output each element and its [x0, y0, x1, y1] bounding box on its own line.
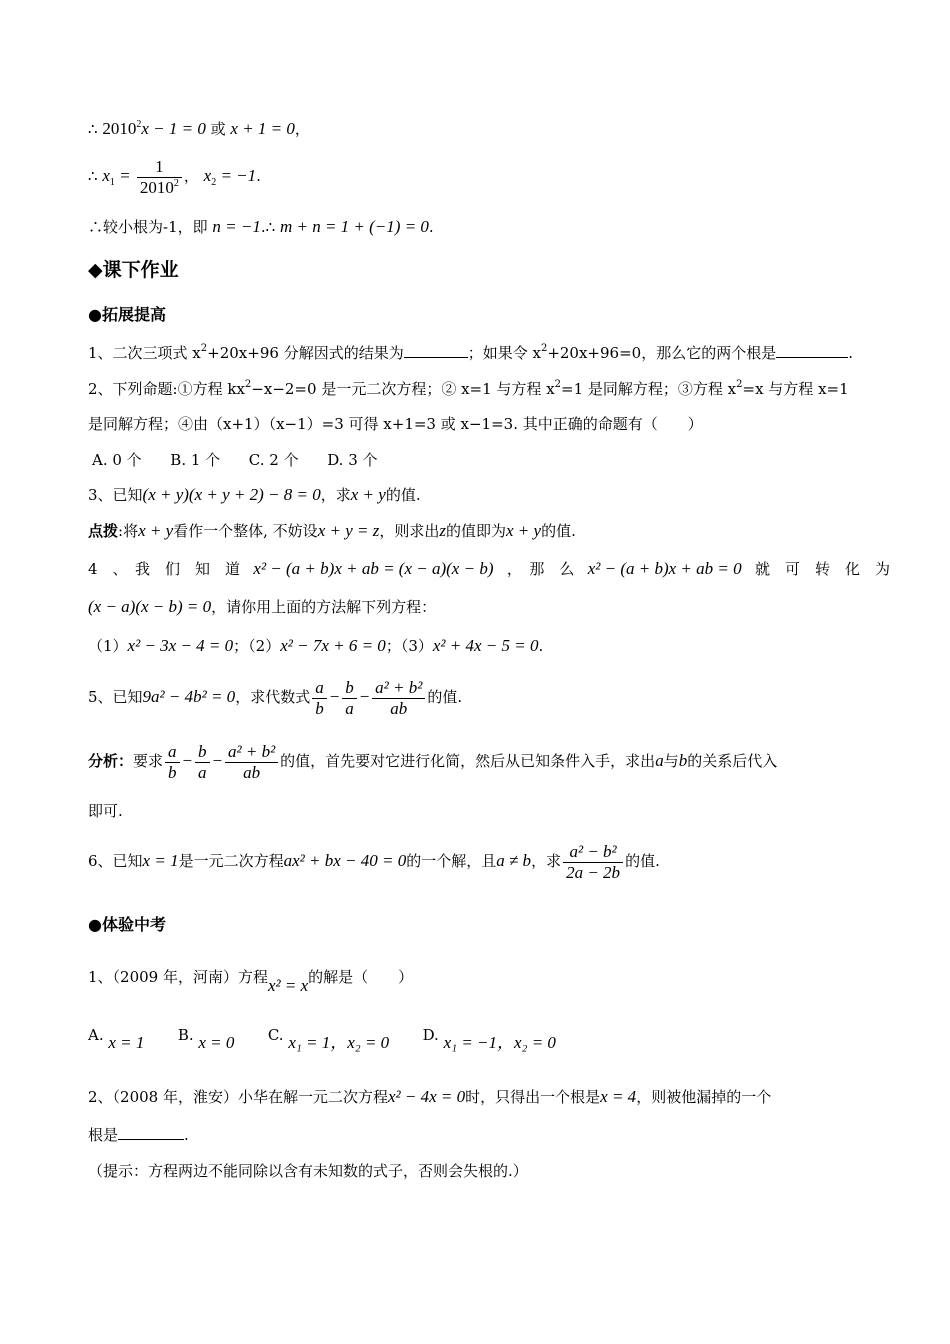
fraction: $\frac{\text{a² + b²}}{ab}$	[372, 678, 425, 719]
equation: x² − 4x = 0	[388, 1087, 466, 1106]
or-text: 或	[210, 120, 226, 138]
question-4-line-2: (x − a)(x − b) = 0，请你用上面的方法解下列方程：	[88, 597, 437, 616]
therefore-symbol: ∴	[88, 120, 98, 138]
fraction: $\frac{b}{a}$	[195, 742, 210, 783]
answer-blank	[404, 343, 468, 358]
equation: x² − (a + b)x + ab = 0	[587, 559, 742, 578]
fraction: $\frac{a}{b}$	[312, 678, 327, 719]
equation: n = −1	[212, 217, 261, 236]
equation: x² + 4x − 5 = 0	[432, 636, 539, 655]
fraction: $\frac{1}{2010^2}$	[137, 157, 182, 198]
exam-question-2-line-2: 根是 .	[88, 1126, 189, 1144]
analysis-line-1: 分析：要求 $\frac{a}{b}$ − $\frac{b}{a}$ − $\frac{\text{a² + b²}}{ab}$ 的值，首先要对它进行化简，然后从已知条件入手，求出a与b的关系后代入	[88, 741, 778, 782]
fraction: $\frac{b}{a}$	[342, 678, 357, 719]
hint-label: 点拨	[88, 522, 119, 540]
section-heading-extend: ●拓展提高	[88, 305, 166, 324]
solution-line-1: ∴ $2010^2x - 1 = 0$ 或 x + 1 = 0，	[88, 119, 310, 138]
equation: x² − (a + b)x + ab = (x − a)(x − b)	[253, 559, 494, 578]
question-4-line-1: 4 、 我 们 知 道 x² − (a + b)x + ab = (x − a)(x − b) ， 那 么 x² − (a + b)x + ab = 0 就 可 转 化 为	[88, 559, 890, 578]
question-1: 1、二次三项式 $x^2+20x+96$ 分解因式的结果为 ；如果令 $x^2+20x+96=0$，那么它的两个根是 .	[88, 343, 853, 362]
option-d: D. 3 个	[327, 451, 378, 469]
equation: x + 1 = 0	[230, 119, 295, 138]
question-2-options	[92, 449, 890, 471]
answer-blank	[118, 1125, 184, 1140]
equation: (x − a)(x − b) = 0	[88, 597, 212, 616]
question-3: 3、已知(x + y)(x + y + 2) − 8 = 0，求x + y的值.	[88, 485, 421, 504]
equation: (x + y)(x + y + 2) − 8 = 0	[142, 485, 321, 504]
option-d: D. x₁ = −1，x₂ = 0	[422, 1026, 556, 1052]
option-c: C. 2 个	[248, 451, 299, 469]
equation: $2010^2x - 1 = 0$	[102, 119, 206, 138]
section-heading-homework: ◆课下作业	[88, 259, 179, 281]
solution-line-2: ∴ $x_1$ = $\frac{1}{2010^2}$ ， $x_2 = -1$.	[88, 156, 261, 197]
option-c: C. x₁ = 1，x₂ = 0	[267, 1026, 390, 1052]
exam-question-1: 1、（2009 年，河南）方程x² = x的解是（ ）	[88, 968, 414, 995]
equation: ax² + bx − 40 = 0	[283, 851, 407, 870]
question-2-line-1: 2、下列命题:①方程 $kx^2-x-2=0$ 是一元二次方程；② x=1 与方程 $x^2=1$ 是同解方程；③方程 $x^2=x$ 与方程 x=1	[88, 379, 849, 398]
option-a: A. 0 个	[92, 451, 142, 469]
exam-question-2-hint: （提示：方程两边不能同除以含有未知数的式子，否则会失根的.）	[88, 1162, 528, 1180]
solution-line-3: ∴较小根为-1，即 n = −1.∴ m + n = 1 + (−1) = 0.	[88, 217, 434, 236]
question-6: 6、已知x = 1是一元二次方程ax² + bx − 40 = 0的一个解，且a ≠ b，求 $\frac{\text{a² − b²}}{2a - 2b}$ 的值.	[88, 841, 660, 882]
equation: x² − 7x + 6 = 0	[280, 636, 386, 655]
x2-var: $x_2 = -1$	[203, 166, 257, 188]
x1-var: $x_1$	[102, 166, 115, 188]
option-a: A. x = 1	[88, 1026, 145, 1052]
fraction: $\frac{a}{b}$	[165, 742, 180, 783]
equation: m + n = 1 + (−1) = 0	[279, 217, 429, 236]
question-4-line-3: （1）x² − 3x − 4 = 0；（2）x² − 7x + 6 = 0；（3）x² + 4x − 5 = 0.	[88, 636, 544, 655]
option-b: B. 1 个	[170, 451, 221, 469]
equation: x² − 3x − 4 = 0	[127, 636, 234, 655]
fraction: $\frac{\text{a² − b²}}{2a - 2b}$	[563, 842, 623, 883]
equation: 9a² − 4b² = 0	[142, 687, 236, 706]
analysis-label: 分析：	[88, 752, 134, 770]
analysis-line-2: 即可.	[88, 802, 123, 820]
hint-3: 点拨:将x + y看作一个整体, 不妨设x + y = z，则求出z的值即为x + y的值.	[88, 521, 576, 540]
equation: x² = x	[268, 976, 309, 995]
fraction: $\frac{\text{a² + b²}}{ab}$	[225, 742, 278, 783]
exam-question-2-line-1: 2、（2008 年，淮安）小华在解一元二次方程x² − 4x = 0时，只得出一个根是x = 4，则被他漏掉的一个	[88, 1087, 772, 1106]
section-heading-exam: ●体验中考	[88, 915, 166, 934]
answer-blank	[776, 343, 848, 358]
question-2-line-2: 是同解方程；④由（x+1）（x−1）=3 可得 x+1=3 或 x−1=3. 其中正确的命题有（ ）	[88, 415, 703, 433]
question-5: 5、已知9a² − 4b² = 0，求代数式 $\frac{a}{b}$ − $\frac{b}{a}$ − $\frac{\text{a² + b²}}{ab}$ 的值.	[88, 677, 463, 718]
exam-question-1-options	[88, 1026, 890, 1054]
option-b: B. x = 0	[177, 1026, 235, 1052]
